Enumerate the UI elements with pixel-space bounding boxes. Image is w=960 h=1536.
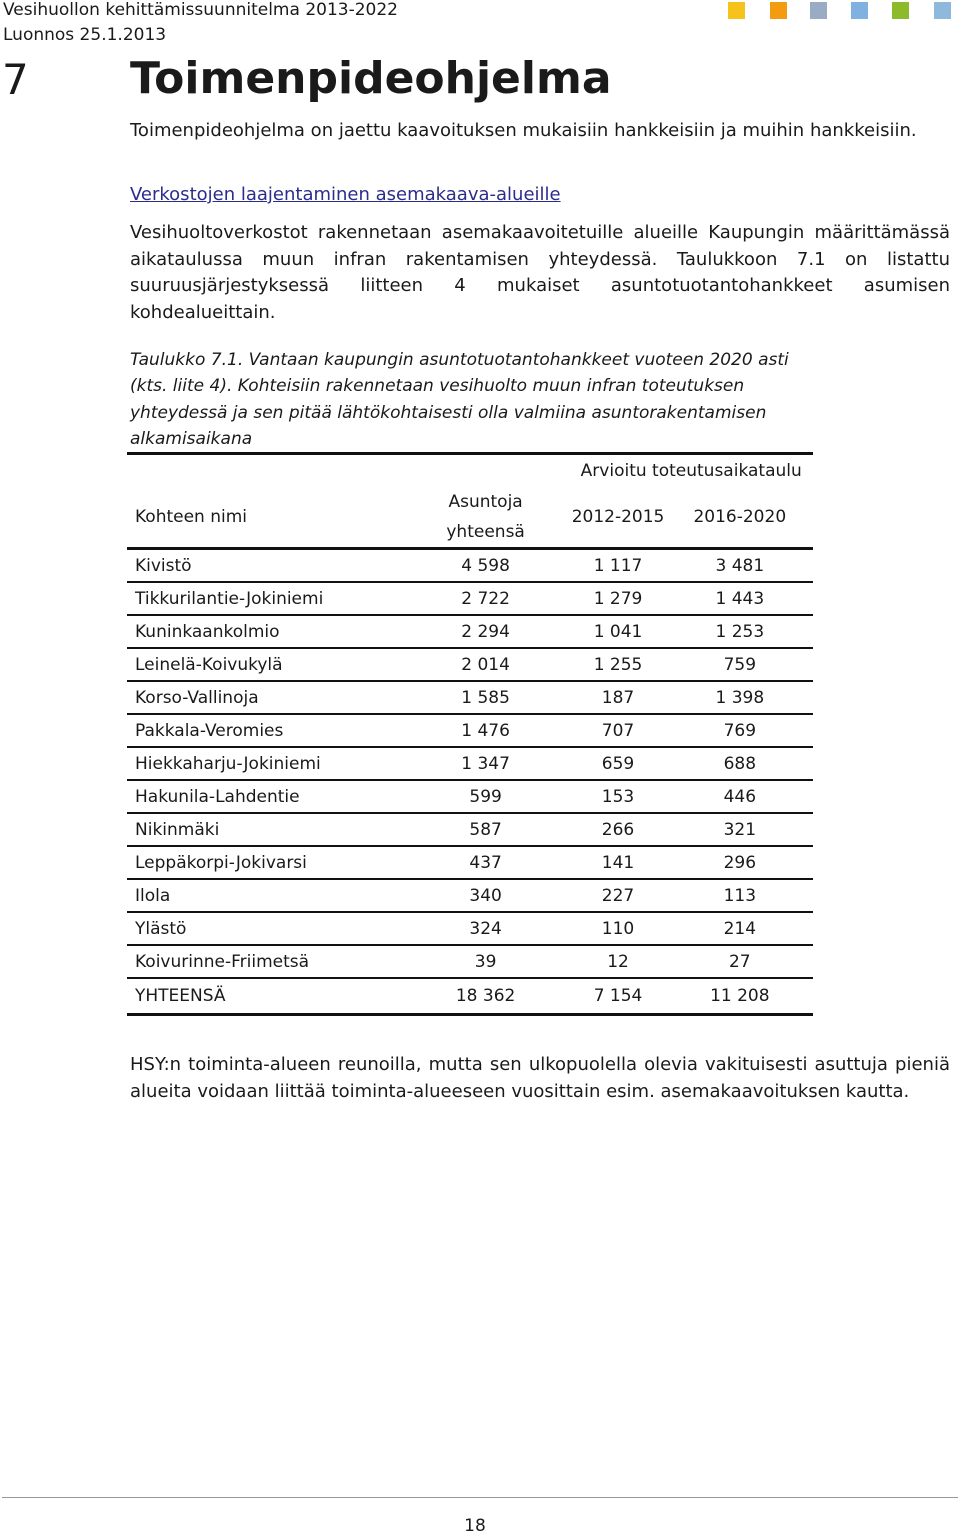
table-caption: [130, 347, 812, 452]
caption-title: Taulukko 7.1. Vantaan kaupungin asuntotuotantohankkeet vuoteen 2020 asti (kts. liite 4).: [130, 350, 789, 397]
table-row: [127, 912, 813, 945]
section-link[interactable]: Verkostojen laajentaminen asemakaava-alueille: [130, 184, 561, 205]
cell-total: 39: [402, 945, 570, 978]
cell-period-1: 153: [569, 780, 666, 813]
cell-area-name: YHTEENSÄ: [127, 978, 402, 1015]
table-row: [127, 582, 813, 615]
cell-area-name: Leppäkorpi-Jokivarsi: [127, 846, 402, 879]
cell-period-2: 296: [667, 846, 813, 879]
color-square: [934, 2, 951, 19]
table-row: [127, 615, 813, 648]
cell-period-2: 446: [667, 780, 813, 813]
caption-text: Kohteisiin rakennetaan vesihuolto muun infran toteutuksen yhteydessä ja sen pitää lähtökohtaisesti olla valmiina asuntorakentamisen alkamisaikana: [130, 376, 767, 449]
cell-period-1: 141: [569, 846, 666, 879]
color-square: [851, 2, 868, 19]
cell-total: 1 476: [402, 714, 570, 747]
document-date: Luonnos 25.1.2013: [3, 25, 167, 45]
cell-period-1: 266: [569, 813, 666, 846]
cell-total: 2 294: [402, 615, 570, 648]
table-row: [127, 945, 813, 978]
cell-period-2: 3 481: [667, 549, 813, 583]
table-row: [127, 648, 813, 681]
column-header-name: Kohteen nimi: [127, 487, 402, 549]
cell-period-2: 759: [667, 648, 813, 681]
cell-area-name: Nikinmäki: [127, 813, 402, 846]
table-row: [127, 879, 813, 912]
cell-period-1: 187: [569, 681, 666, 714]
column-header-total-line1: Asuntoja: [448, 492, 523, 512]
cell-period-2: 688: [667, 747, 813, 780]
cell-total: 1 347: [402, 747, 570, 780]
cell-total: 4 598: [402, 549, 570, 583]
cell-period-2: 1 253: [667, 615, 813, 648]
table-row: [127, 747, 813, 780]
cell-period-1: 12: [569, 945, 666, 978]
cell-area-name: Tikkurilantie-Jokiniemi: [127, 582, 402, 615]
cell-period-2: 1 443: [667, 582, 813, 615]
cell-period-2: 321: [667, 813, 813, 846]
group-header: Arvioitu toteutusaikataulu: [569, 454, 813, 488]
color-square: [810, 2, 827, 19]
column-header-total: [402, 487, 570, 549]
cell-total: 2 722: [402, 582, 570, 615]
cell-total: 599: [402, 780, 570, 813]
cell-total: 18 362: [402, 978, 570, 1015]
chapter-number: 7: [2, 55, 29, 104]
cell-area-name: Kuninkaankolmio: [127, 615, 402, 648]
cell-area-name: Korso-Vallinoja: [127, 681, 402, 714]
page-number: 18: [464, 1516, 486, 1536]
cell-total: 1 585: [402, 681, 570, 714]
cell-period-2: 27: [667, 945, 813, 978]
table-row: [127, 780, 813, 813]
table-row: [127, 681, 813, 714]
footer-divider: [2, 1497, 958, 1498]
cell-period-1: 7 154: [569, 978, 666, 1015]
color-square: [892, 2, 909, 19]
column-header-period-1: 2012-2015: [569, 487, 666, 549]
table-row: [127, 549, 813, 583]
intro-paragraph: Toimenpideohjelma on jaettu kaavoituksen mukaisiin hankkeisiin ja muihin hankkeisiin.: [130, 120, 917, 141]
housing-projects-table: [127, 452, 813, 1016]
cell-total: 324: [402, 912, 570, 945]
cell-period-1: 1 041: [569, 615, 666, 648]
table-row: [127, 978, 813, 1015]
table-row: [127, 714, 813, 747]
column-header-period-2: 2016-2020: [667, 487, 813, 549]
footer-paragraph: HSY:n toiminta-alueen reunoilla, mutta sen ulkopuolella olevia vakituisesti asuttuja pieniä alueita voidaan liittää toiminta-alueeseen vuosittain esim. asemakaavoituksen kautta.: [130, 1054, 950, 1102]
cell-area-name: Ylästö: [127, 912, 402, 945]
table-row: [127, 846, 813, 879]
cell-period-1: 1 117: [569, 549, 666, 583]
table-row: [127, 813, 813, 846]
cell-period-1: 227: [569, 879, 666, 912]
cell-area-name: Hakunila-Lahdentie: [127, 780, 402, 813]
cell-total: 437: [402, 846, 570, 879]
cell-period-2: 214: [667, 912, 813, 945]
cell-period-2: 769: [667, 714, 813, 747]
cell-total: 587: [402, 813, 570, 846]
cell-period-1: 659: [569, 747, 666, 780]
cell-period-2: 1 398: [667, 681, 813, 714]
cell-area-name: Pakkala-Veromies: [127, 714, 402, 747]
cell-area-name: Hiekkaharju-Jokiniemi: [127, 747, 402, 780]
cell-area-name: Kivistö: [127, 549, 402, 583]
cell-period-1: 1 255: [569, 648, 666, 681]
cell-area-name: Koivurinne-Friimetsä: [127, 945, 402, 978]
cell-period-2: 113: [667, 879, 813, 912]
color-square: [728, 2, 745, 19]
header-color-squares: [728, 2, 958, 20]
cell-total: 2 014: [402, 648, 570, 681]
cell-period-1: 110: [569, 912, 666, 945]
column-header-total-line2: yhteensä: [446, 522, 525, 542]
body-paragraph: Vesihuoltoverkostot rakennetaan asemakaavoitetuille alueille Kaupungin määrittämässä aikataulussa muun infran rakentamisen yhteydessä. Taulukkoon 7.1 on listattu suuruusjärjestyksessä liitteen 4 mukaiset asuntotuotantohankkeet asumisen kohdealueittain.: [130, 222, 950, 323]
cell-period-1: 1 279: [569, 582, 666, 615]
cell-period-2: 11 208: [667, 978, 813, 1015]
document-title: Vesihuollon kehittämissuunnitelma 2013-2022: [3, 0, 398, 20]
chapter-title: Toimenpideohjelma: [130, 53, 612, 104]
cell-area-name: Leinelä-Koivukylä: [127, 648, 402, 681]
cell-total: 340: [402, 879, 570, 912]
cell-area-name: Ilola: [127, 879, 402, 912]
color-square: [770, 2, 787, 19]
cell-period-1: 707: [569, 714, 666, 747]
